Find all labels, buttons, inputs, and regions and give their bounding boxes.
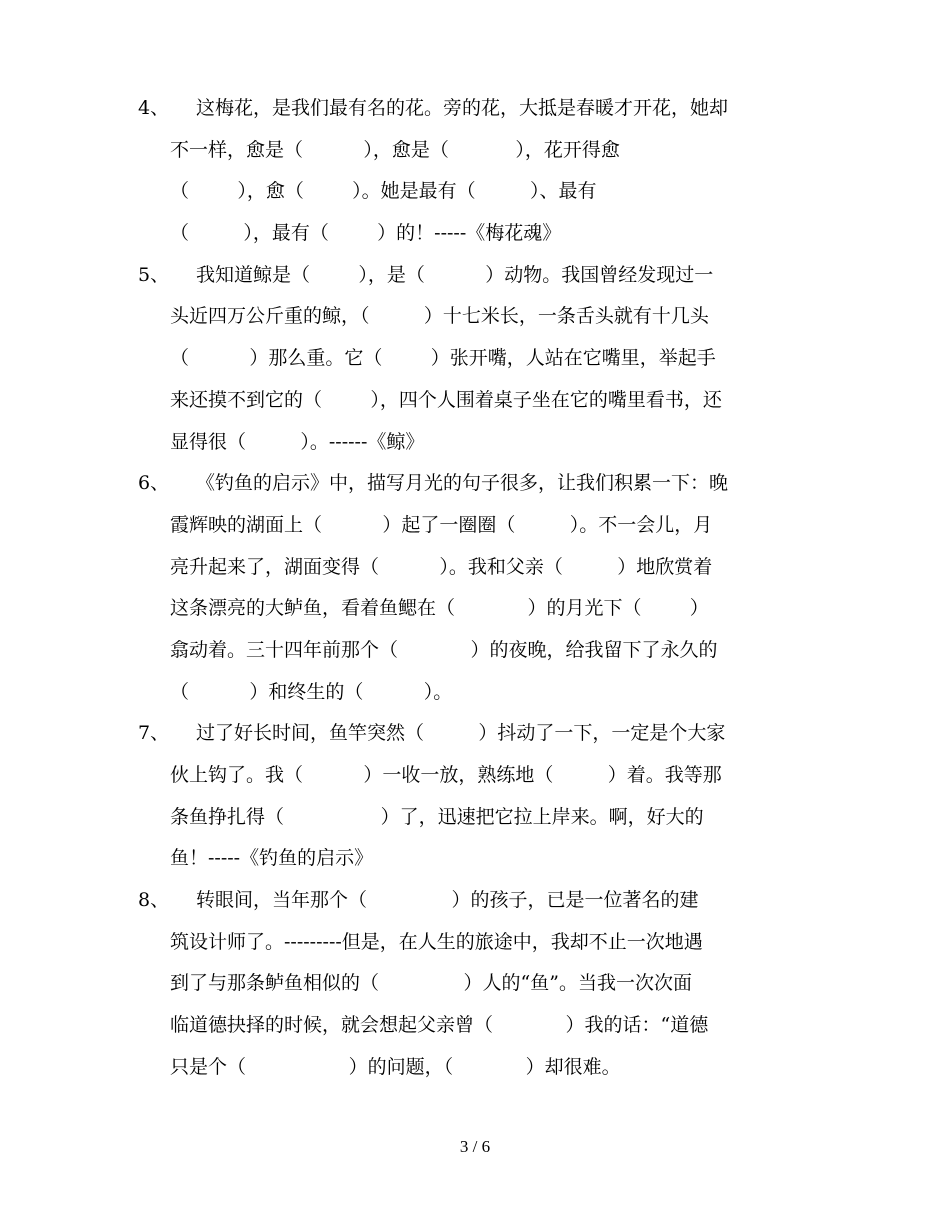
question-text-line: 临道德抉择的时候，就会想起父亲曾（ ）我的话：“道德: [170, 1014, 709, 1037]
question-text-line: 不一样，愈是（ ），愈是（ ），花开得愈: [170, 138, 620, 161]
question-text-line: 头近四万公斤重的鲸，（ ）十七米长，一条舌头就有十几头: [170, 305, 709, 328]
question-text-line: 只是个（ ）的问题，（ ）却很难。: [170, 1055, 621, 1078]
question-text-line: 转眼间，当年那个（ ）的孩子，已是一位著名的建: [196, 889, 699, 912]
question-text-line: 筑设计师了。---------但是，在人生的旅途中，我却不止一次地遇: [170, 930, 703, 953]
question-list: [138, 88, 828, 1089]
question-text-line: 到了与那条鲈鱼相似的（ ）人的“鱼”。当我一次次面: [170, 972, 692, 995]
question-text-line: 条鱼挣扎得（ ）了，迅速把它拉上岸来。啊，好大的: [170, 805, 704, 828]
question-text-line: 我知道鲸是（ ），是（ ）动物。我国曾经发现过一: [196, 263, 714, 286]
question-text-line: 鱼！-----《钓鱼的启示》: [170, 847, 374, 870]
question-text-line: 亮升起来了，湖面变得（ ）。我和父亲（ ）地欣赏着: [170, 555, 713, 578]
question-text-line: （ ），最有（ ）的！-----《梅花魂》: [170, 222, 562, 245]
question-item: [138, 463, 828, 713]
question-number: 6、: [138, 472, 170, 495]
question-number: 8、: [138, 889, 170, 912]
question-text-line: 这梅花，是我们最有名的花。旁的花，大抵是春暖才开花，她却: [196, 97, 729, 119]
question-number: 4、: [138, 97, 170, 119]
question-text-line: 来还摸不到它的（ ），四个人围着桌子坐在它的嘴里看书，还: [170, 388, 722, 411]
question-text-line: （ ）那么重。它（ ）张开嘴，人站在它嘴里，举起手: [170, 347, 716, 370]
question-text-line: 这条漂亮的大鲈鱼，看着鱼鳃在（ ）的月光下（ ）: [170, 597, 709, 620]
question-number: 5、: [138, 263, 170, 286]
question-text-line: 霞辉映的湖面上（ ）起了一圈圈（ ）。不一会儿，月: [170, 513, 713, 536]
question-text-line: （ ）和终生的（ ）。: [170, 680, 453, 703]
question-text-line: 《钓鱼的启示》中，描写月光的句子很多，让我们积累一下：晚: [196, 472, 729, 495]
page-number: 3 / 6: [459, 1137, 491, 1156]
question-text-line: 翕动着。三十四年前那个（ ）的夜晚，给我留下了永久的: [170, 638, 718, 661]
question-item: [138, 880, 828, 1088]
question-text-line: （ ），愈（ ）。她是最有（ ）、最有: [170, 180, 597, 203]
question-item: [138, 88, 828, 255]
question-item: [138, 713, 828, 880]
question-number: 7、: [138, 722, 170, 745]
question-item: [138, 255, 828, 463]
question-text-line: 过了好长时间，鱼竿突然（ ）抖动了一下，一定是个大家: [196, 722, 726, 745]
question-text-line: 显得很（ ）。------《鲸》: [170, 430, 425, 453]
question-text-line: 伙上钩了。我（ ）一收一放，熟练地（ ）着。我等那: [170, 764, 722, 786]
